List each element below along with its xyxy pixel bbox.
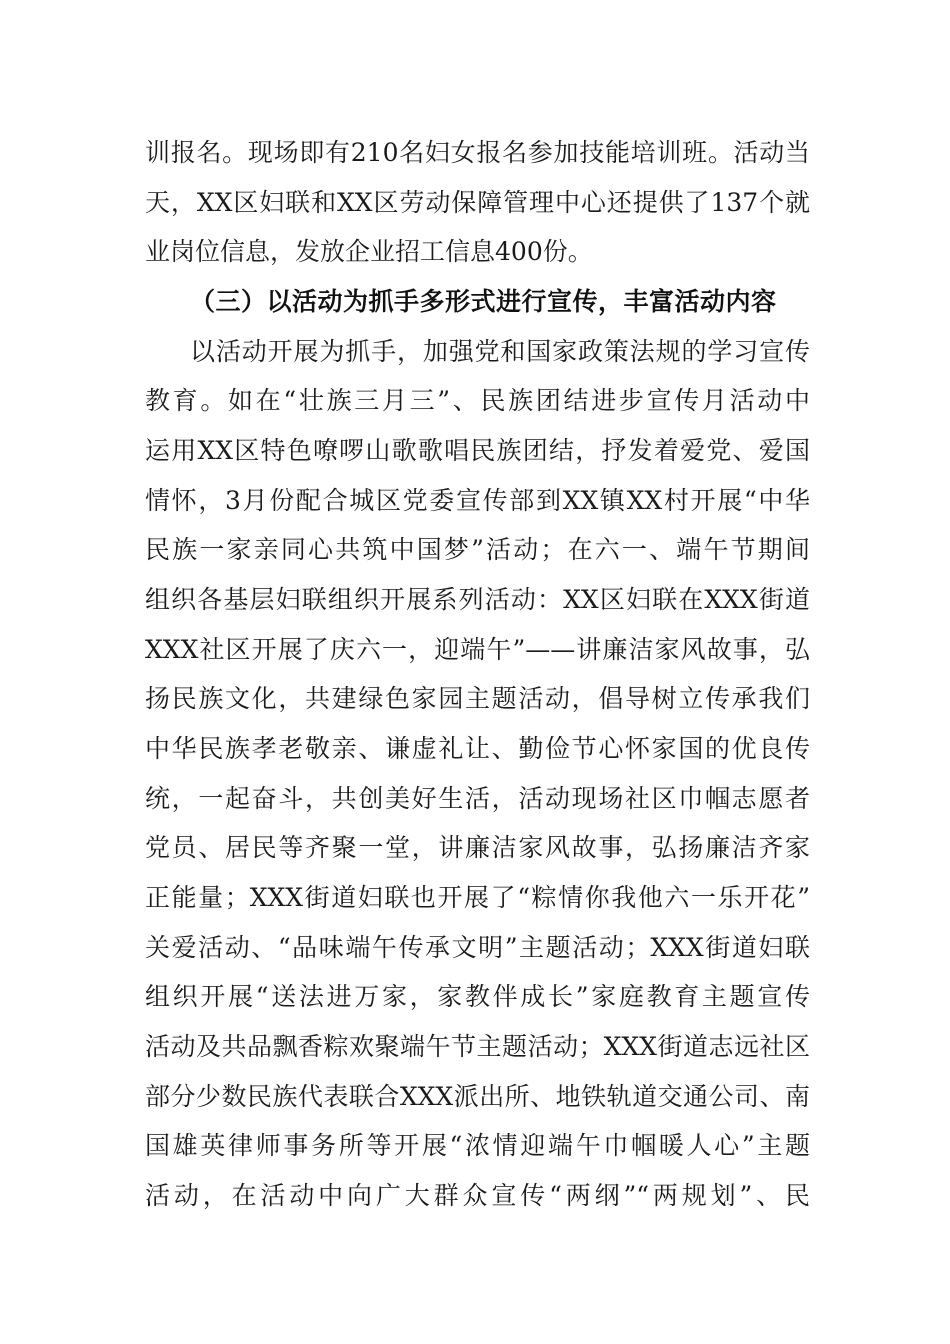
text-line: 关爱活动、“品味端午传承文明”主题活动；XXX街道妇联 bbox=[145, 933, 810, 962]
text-line: 中华民族孝老敬亲、谦虚礼让、勤俭节心怀家国的优良传 bbox=[145, 734, 810, 763]
text-line: 情怀，3月份配合城区党委宣传部到XX镇XX村开展“中华 bbox=[145, 486, 810, 515]
text-line: 民族一家亲同心共筑中国梦”活动；在六一、端午节期间 bbox=[145, 535, 810, 564]
text-line: 扬民族文化，共建绿色家园主题活动，倡导树立传承我们 bbox=[145, 684, 810, 713]
text-line: 活动及共品飘香粽欢聚端午节主题活动；XXX街道志远社区 bbox=[145, 1032, 810, 1061]
text-line: 组织各基层妇联组织开展系列活动：XX区妇联在XXX街道 bbox=[145, 585, 810, 614]
section-heading: （三）以活动为抓手多形式进行宣传，丰富活动内容 bbox=[190, 287, 777, 316]
text-line: 部分少数民族代表联合XXX派出所、地铁轨道交通公司、南 bbox=[145, 1082, 810, 1111]
text-line: 训报名。现场即有210名妇女报名参加技能培训班。活动当 bbox=[145, 138, 810, 167]
text-line: 统，一起奋斗，共创美好生活，活动现场社区巾帼志愿者 bbox=[145, 784, 810, 813]
text-line: 国雄英律师事务所等开展“浓情迎端午巾帼暖人心”主题 bbox=[145, 1131, 810, 1160]
text-line: 运用XX区特色嘹啰山歌歌唱民族团结，抒发着爱党、爱国 bbox=[145, 436, 810, 465]
text-line: 天，XX区妇联和XX区劳动保障管理中心还提供了137个就 bbox=[145, 188, 810, 217]
text-line: 业岗位信息，发放企业招工信息400份。 bbox=[145, 237, 593, 266]
text-line: XXX社区开展了庆六一，迎端午”——讲廉洁家风故事，弘 bbox=[145, 635, 810, 664]
text-line: 党员、居民等齐聚一堂，讲廉洁家风故事，弘扬廉洁齐家 bbox=[145, 833, 810, 862]
text-line: 正能量；XXX街道妇联也开展了“粽情你我他六一乐开花” bbox=[145, 883, 810, 912]
text-line: 组织开展“送法进万家，家教伴成长”家庭教育主题宣传 bbox=[145, 982, 810, 1011]
text-line: 教育。如在“壮族三月三”、民族团结进步宣传月活动中 bbox=[145, 386, 810, 415]
text-line: 活动，在活动中向广大群众宣传“两纲”“两规划”、民 bbox=[145, 1181, 810, 1210]
text-line: 以活动开展为抓手，加强党和国家政策法规的学习宣传 bbox=[190, 337, 810, 366]
